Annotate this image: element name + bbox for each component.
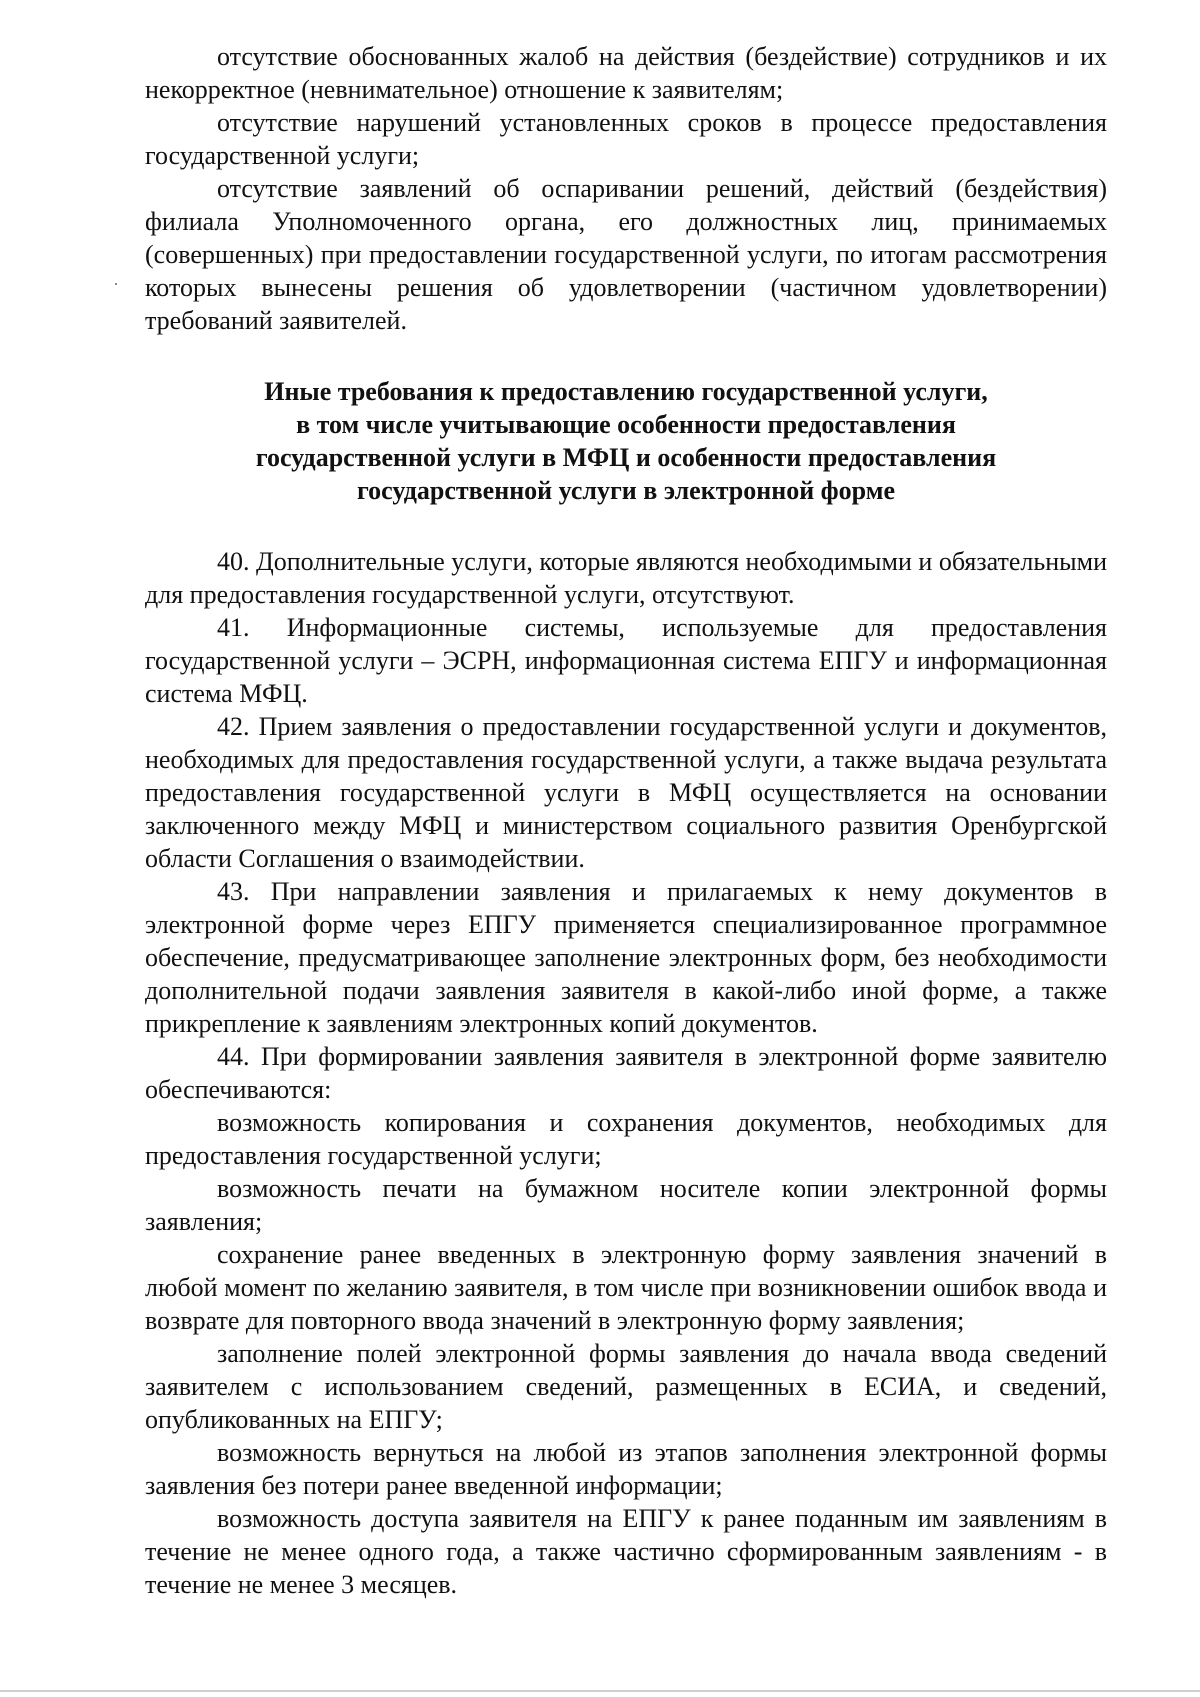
paragraph-42: 42. Прием заявления о предоставлении государственной услуги и документов, необходимых для предоставления государственной услуги, а также выдача результата предоставления государственной услуги в МФЦ осуществляется на основании заключенного между МФЦ и министерством социального развития Оренбургской области Соглашения о взаимодействии. <box>145 712 1107 873</box>
intro-paragraph-2: отсутствие нарушений установленных сроков в процессе предоставления государственной услуги; <box>145 108 1107 170</box>
section-heading-line-2: в том числе учитывающие особенности предоставления <box>296 410 956 439</box>
paragraph-40: 40. Дополнительные услуги, которые являются необходимыми и обязательными для предоставления государственной услуги, отсутствуют. <box>145 547 1107 609</box>
intro-paragraph-3: отсутствие заявлений об оспаривании решений, действий (бездействия) филиала Уполномоченного органа, его должностных лиц, принимаемых (совершенных) при предоставлении государственной услуги, по итогам рассмотрения которых вынесены решения об удовлетворении (частичном удовлетворении) требований заявителей. <box>145 174 1107 335</box>
list-item-prefill: заполнение полей электронной формы заявления до начала ввода сведений заявителем с использованием сведений, размещенных в ЕСИА, и сведений, опубликованных на ЕПГУ; <box>145 1339 1107 1434</box>
bottom-scan-edge <box>0 1690 1200 1692</box>
scan-speck <box>115 283 117 285</box>
section-heading-line-3: государственной услуги в МФЦ и особенности предоставления <box>255 443 997 472</box>
list-item-save-values: сохранение ранее введенных в электронную форму заявления значений в любой момент по желанию заявителя, в том числе при возникновении ошибок ввода и возврате для повторного ввода значений в электронную форму заявления; <box>145 1240 1107 1335</box>
list-item-access-history: возможность доступа заявителя на ЕПГУ к ранее поданным им заявлениям в течение не менее одного года, а также частично сформированным заявлениям - в течение не менее 3 месяцев. <box>145 1504 1107 1599</box>
document-body <box>145 40 1107 1601</box>
list-item-print: возможность печати на бумажном носителе копии электронной формы заявления; <box>145 1174 1107 1236</box>
paragraph-44: 44. При формировании заявления заявителя в электронной форме заявителю обеспечиваются: <box>145 1042 1107 1104</box>
paragraph-43: 43. При направлении заявления и прилагаемых к нему документов в электронной форме через ЕПГУ применяется специализированное программное обеспечение, предусматривающее заполнение электронных форм, без необходимости дополнительной подачи заявления заявителя в какой-либо иной форме, а также прикрепление к заявлениям электронных копий документов. <box>145 877 1107 1038</box>
list-item-return-step: возможность вернуться на любой из этапов заполнения электронной формы заявления без потери ранее введенной информации; <box>145 1438 1107 1500</box>
paragraph-41: 41. Информационные системы, используемые для предоставления государственной услуги – ЭСРН, информационная система ЕПГУ и информационная система МФЦ. <box>145 613 1107 708</box>
section-heading-line-4: государственной услуги в электронной форме <box>357 476 895 505</box>
list-item-copy-save: возможность копирования и сохранения документов, необходимых для предоставления государственной услуги; <box>145 1108 1107 1170</box>
section-heading <box>145 375 1107 507</box>
section-heading-line-1: Иные требования к предоставлению государственной услуги, <box>264 377 988 406</box>
intro-paragraph-1: отсутствие обоснованных жалоб на действия (бездействие) сотрудников и их некорректное (невнимательное) отношение к заявителям; <box>145 42 1107 104</box>
